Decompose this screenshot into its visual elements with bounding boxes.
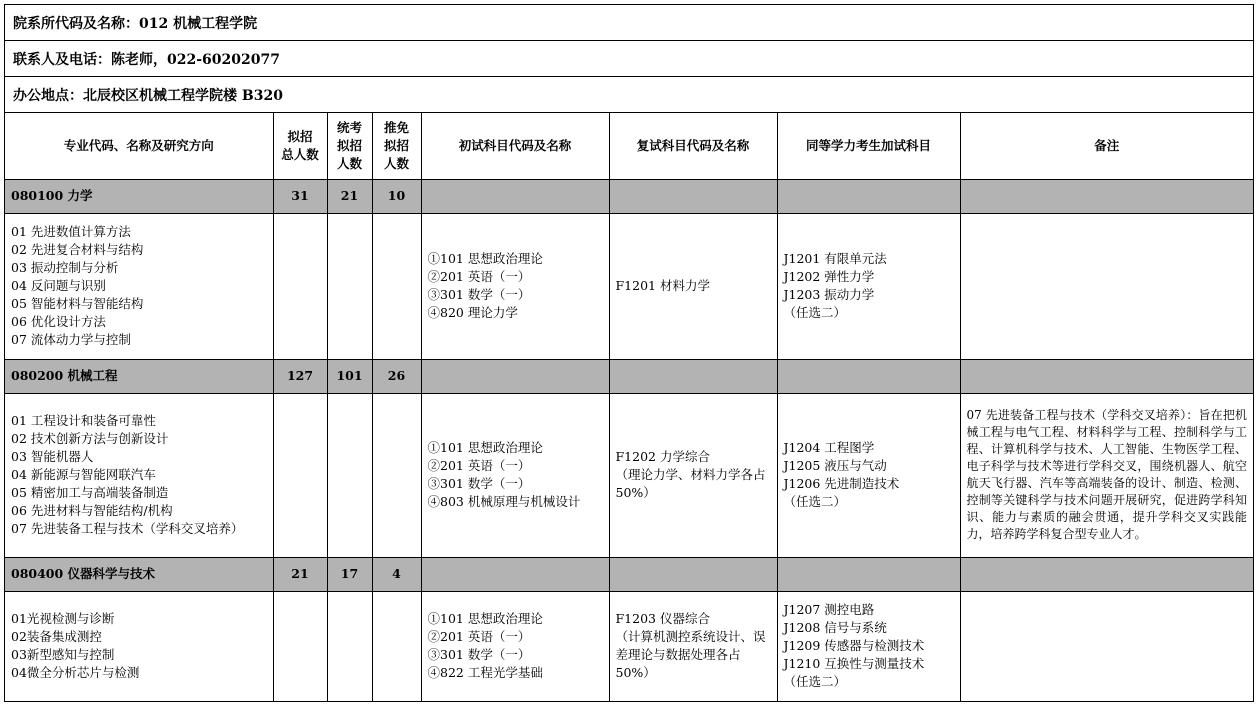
header-exam: 统考 拟招 人数 — [327, 113, 372, 179]
header-major: 专业代码、名称及研究方向 — [5, 113, 273, 179]
research-directions: 01 先进数值计算方法 02 先进复合材料与结构 03 振动控制与分析 04 反问题与识别 05 智能材料与智能结构 06 优化设计方法 07 流体动力学与控制 — [5, 213, 273, 359]
detail-row-mechanics — [5, 213, 1253, 359]
major-row-mechanics — [5, 179, 1253, 213]
department-row: 院系所代码及名称：012 机械工程学院 — [5, 5, 1253, 41]
major-exam: 101 — [327, 359, 372, 393]
major-exempt: 26 — [372, 359, 421, 393]
initial-subjects: ①101 思想政治理论 ②201 英语（一） ③301 数学（一） ④820 理论力学 — [421, 213, 609, 359]
research-directions: 01光视检测与诊断 02装备集成测控 03新型感知与控制 04微全分析芯片与检测 — [5, 591, 273, 701]
header-total: 拟招 总人数 — [273, 113, 327, 179]
major-row-mechanical-engineering — [5, 359, 1253, 393]
remark — [960, 213, 1253, 359]
extra-subjects: J1204 工程图学 J1205 液压与气动 J1206 先进制造技术 （任选二） — [777, 393, 960, 557]
header-extra: 同等学力考生加试科目 — [777, 113, 960, 179]
office-row: 办公地点：北辰校区机械工程学院楼 B320 — [5, 77, 1253, 113]
major-exempt: 4 — [372, 557, 421, 591]
header-retest: 复试科目代码及名称 — [609, 113, 777, 179]
major-total: 127 — [273, 359, 327, 393]
major-exempt: 10 — [372, 179, 421, 213]
header-initial: 初试科目代码及名称 — [421, 113, 609, 179]
major-total: 31 — [273, 179, 327, 213]
extra-subjects: J1207 测控电路 J1208 信号与系统 J1209 传感器与检测技术 J1210 互换性与测量技术 （任选二） — [777, 591, 960, 701]
research-directions: 01 工程设计和装备可靠性 02 技术创新方法与创新设计 03 智能机器人 04 新能源与智能网联汽车 05 精密加工与高端装备制造 06 先进材料与智能结构/机构 07 先进装备工程与技术（学科交叉培养） — [5, 393, 273, 557]
table-header-row — [5, 113, 1253, 179]
initial-subjects: ①101 思想政治理论 ②201 英语（一） ③301 数学（一） ④822 工程光学基础 — [421, 591, 609, 701]
major-exam: 17 — [327, 557, 372, 591]
remark — [960, 591, 1253, 701]
major-exam: 21 — [327, 179, 372, 213]
major-row-instrument-science — [5, 557, 1253, 591]
detail-row-mechanical-engineering — [5, 393, 1253, 557]
initial-subjects: ①101 思想政治理论 ②201 英语（一） ③301 数学（一） ④803 机械原理与机械设计 — [421, 393, 609, 557]
major-name: 080200 机械工程 — [5, 359, 273, 393]
admission-table — [5, 113, 1253, 701]
extra-subjects: J1201 有限单元法 J1202 弹性力学 J1203 振动力学 （任选二） — [777, 213, 960, 359]
retest-subjects: F1203 仪器综合 （计算机测控系统设计、误差理论与数据处理各占 50%） — [609, 591, 777, 701]
remark: 07 先进装备工程与技术（学科交叉培养）：旨在把机械工程与电气工程、材料科学与工程、控制科学与工程、计算机科学与技术、人工智能、生物医学工程、电子科学与技术等进行学科交叉，围绕机器人、航空航天飞行器、汽车等高端装备的设计、制造、检测、控制等关键科学与技术问题开展研究，促进跨学科知识、能力与素质的融会贯通，提升学科交叉实践能力，培养跨学科复合型专业人才。 — [960, 393, 1253, 557]
header-exempt: 推免 拟招 人数 — [372, 113, 421, 179]
detail-row-instrument-science — [5, 591, 1253, 701]
admission-sheet — [4, 4, 1254, 702]
retest-subjects: F1202 力学综合 （理论力学、材料力学各占 50%） — [609, 393, 777, 557]
major-total: 21 — [273, 557, 327, 591]
retest-subjects: F1201 材料力学 — [609, 213, 777, 359]
header-remark: 备注 — [960, 113, 1253, 179]
major-name: 080400 仪器科学与技术 — [5, 557, 273, 591]
contact-row: 联系人及电话：陈老师，022-60202077 — [5, 41, 1253, 77]
major-name: 080100 力学 — [5, 179, 273, 213]
